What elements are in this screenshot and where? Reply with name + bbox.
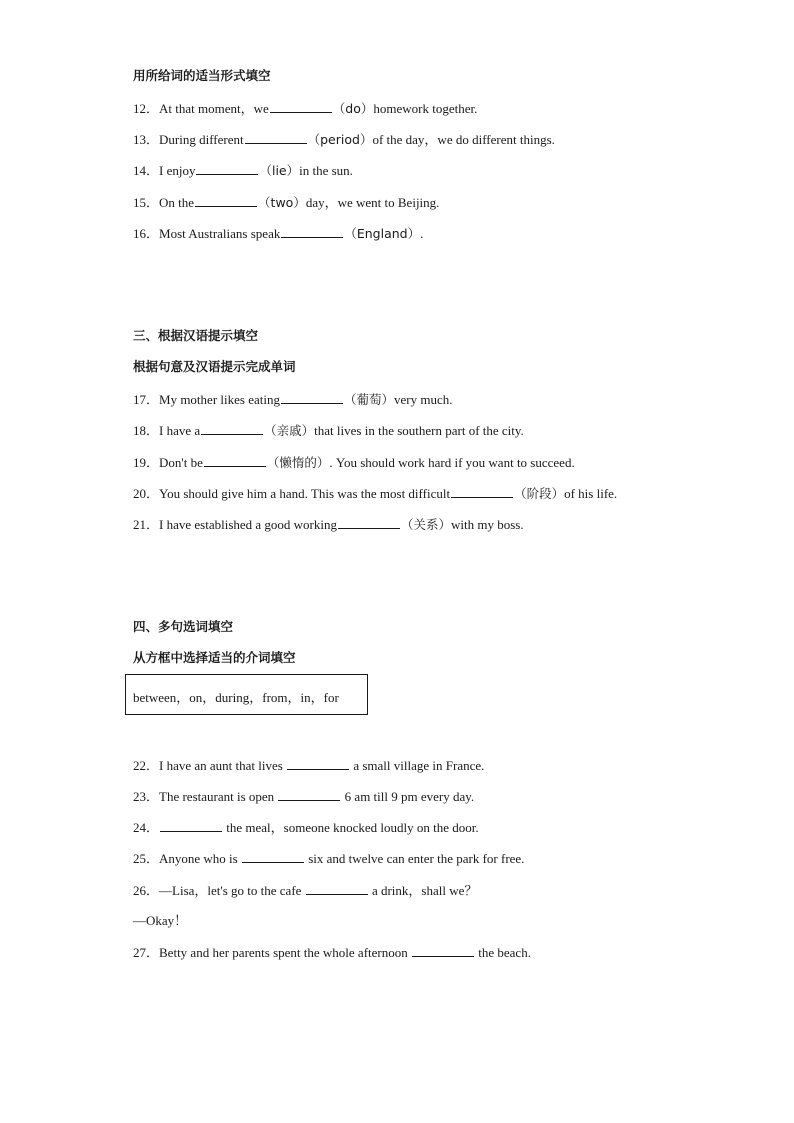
- answer-blank[interactable]: [195, 194, 257, 207]
- section4-title: 四、多句选词填空: [133, 619, 234, 634]
- answer-blank[interactable]: [245, 131, 307, 144]
- answer-blank[interactable]: [270, 100, 332, 113]
- answer-blank[interactable]: [281, 225, 343, 238]
- section3-title: 三、根据汉语提示填空: [133, 328, 259, 343]
- question-15: 15．On the （two）day，we went to Beijing.: [133, 195, 440, 210]
- section4-instruction: 从方框中选择适当的介词填空: [133, 650, 296, 665]
- answer-blank[interactable]: [281, 391, 343, 404]
- question-22: 22．I have an aunt that lives a small village in France.: [133, 758, 485, 773]
- section3-instruction: 根据句意及汉语提示完成单词: [133, 359, 296, 374]
- answer-blank[interactable]: [160, 819, 222, 832]
- question-16: 16．Most Australians speak （England）.: [133, 226, 424, 241]
- answer-blank[interactable]: [204, 454, 266, 467]
- answer-blank[interactable]: [242, 850, 304, 863]
- answer-blank[interactable]: [412, 944, 474, 957]
- question-26-reply: —Okay！: [133, 913, 188, 928]
- answer-blank[interactable]: [201, 422, 263, 435]
- question-25: 25．Anyone who is six and twelve can enter the park for free.: [133, 851, 525, 866]
- question-26: 26．—Lisa，let's go to the cafe a drink，shall we？: [133, 883, 478, 898]
- question-13: 13．During different （period）of the day，we do different things.: [133, 132, 555, 147]
- question-20: 20．You should give him a hand. This was the most difficult （阶段）of his life.: [133, 486, 618, 501]
- answer-blank[interactable]: [451, 485, 513, 498]
- answer-blank[interactable]: [278, 788, 340, 801]
- question-18: 18．I have a （亲戚）that lives in the southern part of the city.: [133, 423, 524, 438]
- answer-blank[interactable]: [287, 757, 349, 770]
- word-box-words: between，on，during，from，in，for: [133, 690, 339, 705]
- question-14: 14．I enjoy （lie）in the sun.: [133, 163, 353, 178]
- question-24: 24． the meal，someone knocked loudly on the door.: [133, 820, 479, 835]
- answer-blank[interactable]: [306, 882, 368, 895]
- word-box: [125, 674, 368, 715]
- question-27: 27．Betty and her parents spent the whole afternoon the beach.: [133, 945, 531, 960]
- answer-blank[interactable]: [196, 162, 258, 175]
- question-17: 17．My mother likes eating （葡萄）very much.: [133, 392, 453, 407]
- answer-blank[interactable]: [338, 516, 400, 529]
- question-19: 19．Don't be （懒惰的）. You should work hard if you want to succeed.: [133, 455, 575, 470]
- question-12: 12．At that moment，we （do）homework together.: [133, 101, 478, 116]
- question-23: 23．The restaurant is open 6 am till 9 pm every day.: [133, 789, 475, 804]
- question-21: 21．I have established a good working （关系）with my boss.: [133, 517, 524, 532]
- section2-instruction: 用所给词的适当形式填空: [133, 68, 271, 83]
